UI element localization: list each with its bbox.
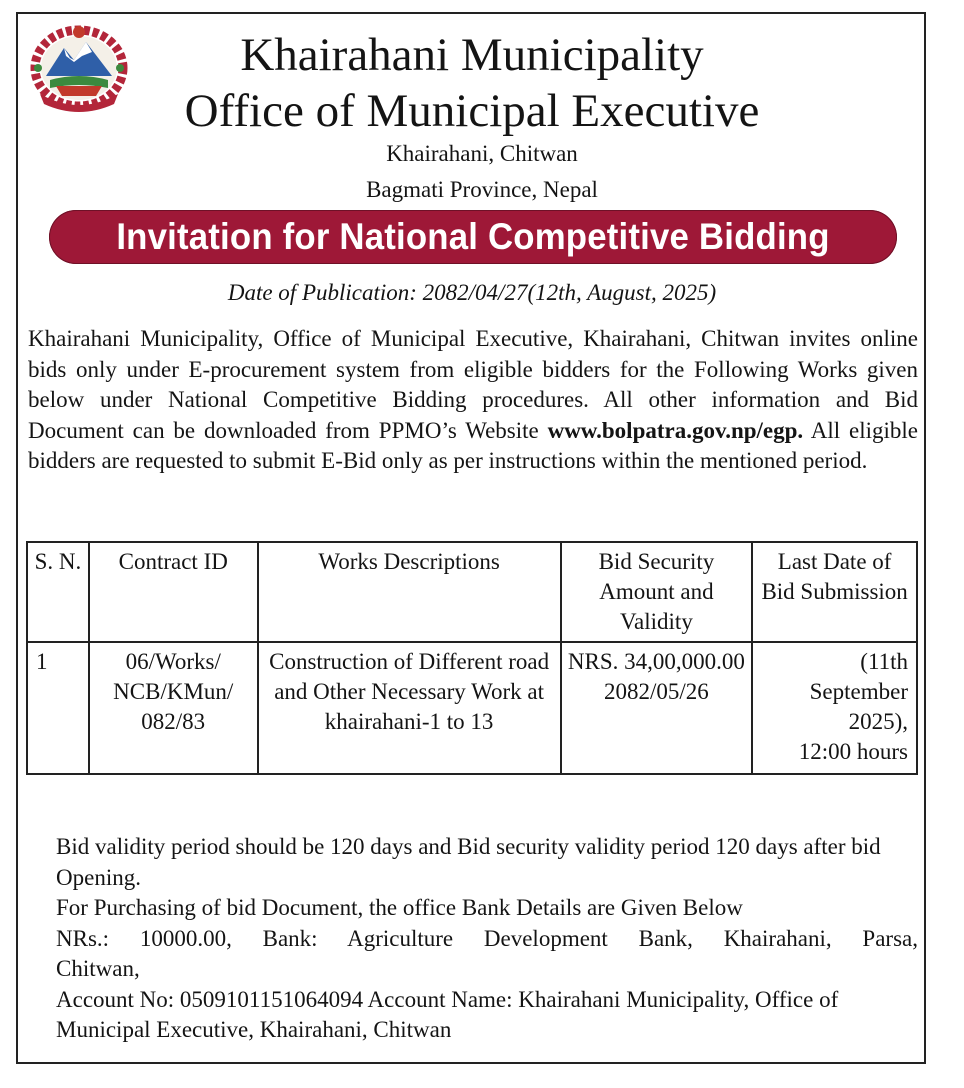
bank-details: NRs.: 10000.00, Bank: Agriculture Development Bank, Khairahani, Parsa, — [56, 925, 918, 951]
cell-description: Construction of Different road and Other Necessary Work at khairahani-1 to 13 — [258, 642, 561, 774]
cell-sn: 1 — [27, 642, 89, 774]
website-link[interactable]: www.bolpatra.gov.np/egp. — [547, 417, 804, 443]
cell-bid-security — [561, 642, 753, 774]
security-amount: NRS. 34,00,000.00 — [567, 649, 745, 674]
cell-contract-id: 06/Works/ NCB/KMun/ 082/83 — [89, 642, 258, 774]
footer-notes — [56, 832, 918, 1046]
banner-title: Invitation for National Competitive Bidding — [116, 216, 830, 257]
last-time: 12:00 hours — [798, 739, 908, 764]
bank-details-city: Chitwan, — [56, 956, 140, 981]
table-row — [27, 642, 917, 774]
title-banner — [49, 210, 897, 264]
col-header-bid-security: Bid Security Amount and Validity — [561, 542, 753, 642]
account-details: Account No: 0509101151064094 Account Name: Khairahani Municipality, Office of Municipal Executive, Khairahani, Chitwan — [56, 986, 839, 1042]
bid-table — [26, 541, 918, 775]
last-date: (11th September 2025), — [809, 649, 908, 734]
office-location: Khairahani, Chitwan — [386, 141, 578, 166]
intro-text-after: All eligible bidders are requested to submit E-Bid only as per instructions within the mentioned period. — [28, 417, 918, 473]
cell-last-date — [752, 642, 917, 774]
purchasing-note: For Purchasing of bid Document, the office Bank Details are Given Below — [56, 895, 743, 920]
office-name: Office of Municipal Executive — [184, 85, 760, 137]
validity-note: Bid validity period should be 120 days and Bid security validity period 120 days after bid Opening. — [56, 834, 881, 890]
office-province: Bagmati Province, Nepal — [366, 177, 598, 202]
col-header-contract-id: Contract ID — [89, 542, 258, 642]
intro-paragraph — [28, 324, 918, 477]
security-validity: 2082/05/26 — [604, 679, 709, 704]
col-header-last-date: Last Date of Bid Submission — [752, 542, 917, 642]
table-header-row — [27, 542, 917, 642]
intro-text-before: Khairahani Municipality, Office of Municipal Executive, Khairahani, Chitwan invites online bids only under E-procurement system from eligible bidders for the Following Works given below under National Competitive Bidding procedures. All other information and Bid Document can be downloaded from PPMO’s Website — [28, 326, 918, 443]
col-header-works-description: Works Descriptions — [258, 542, 561, 642]
municipality-name: Khairahani Municipality — [240, 29, 704, 81]
publication-date: Date of Publication: 2082/04/27(12th, August, 2025) — [227, 280, 717, 305]
col-header-sn: S. N. — [27, 542, 89, 642]
